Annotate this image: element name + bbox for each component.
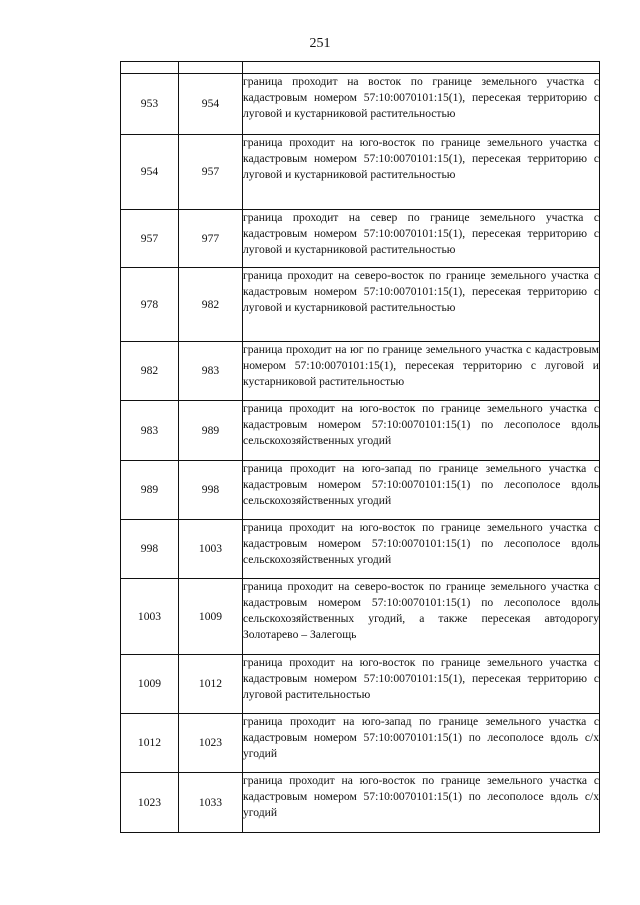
from-point-cell: 998 — [121, 520, 179, 579]
to-point-cell: 1009 — [179, 579, 243, 655]
to-point-cell: 957 — [179, 135, 243, 210]
from-point-cell: 1003 — [121, 579, 179, 655]
description-text: граница проходит на юго-восток по границе земельного участка с кадастровым номером 57:10:0070101:15(1) по лесополосе вдоль сельскохозяйственных угодий — [243, 402, 599, 447]
from-point-cell: 982 — [121, 342, 179, 401]
description-cell — [243, 773, 600, 833]
description-cell — [243, 579, 600, 655]
table-row — [121, 579, 600, 655]
description-cell — [243, 342, 600, 401]
to-point-cell: 954 — [179, 74, 243, 135]
to-point-cell: 982 — [179, 268, 243, 342]
description-text: граница проходит на север по границе земельного участка с кадастровым номером 57:10:0070101:15(1), пересекая территорию с луговой и кустарниковой растительностью — [243, 211, 599, 256]
description-cell — [243, 714, 600, 773]
table-row — [121, 210, 600, 268]
description-cell — [243, 461, 600, 520]
from-point-cell: 983 — [121, 401, 179, 461]
to-point-cell: 1003 — [179, 520, 243, 579]
from-point-cell: 1009 — [121, 655, 179, 714]
table-row — [121, 714, 600, 773]
table-row — [121, 401, 600, 461]
description-text: граница проходит на юго-восток по границе земельного участка с кадастровым номером 57:10:0070101:15(1), пересекая территорию с луговой и кустарниковой растительностью — [243, 136, 599, 181]
from-point-cell: 954 — [121, 135, 179, 210]
to-point-cell: 977 — [179, 210, 243, 268]
description-cell — [243, 268, 600, 342]
description-text: граница проходит на юг по границе земельного участка с кадастровым номером 57:10:0070101:15(1), пересекая территорию с луговой и кустарниковой растительностью — [243, 343, 599, 388]
table-header-row — [121, 62, 600, 74]
from-point-cell: 953 — [121, 74, 179, 135]
description-cell — [243, 210, 600, 268]
table-row — [121, 520, 600, 579]
description-cell — [243, 401, 600, 461]
page-number: 251 — [309, 36, 331, 51]
from-point-cell: 978 — [121, 268, 179, 342]
table-row — [121, 461, 600, 520]
table-row — [121, 773, 600, 833]
description-text: граница проходит на северо-восток по границе земельного участка с кадастровым номером 57:10:0070101:15(1) по лесополосе вдоль сельскохозяйственных угодий, а также пересекая автодорогу Золотарево – Залегощь — [243, 580, 599, 641]
description-text: граница проходит на юго-восток по границе земельного участка с кадастровым номером 57:10:0070101:15(1) по лесополосе вдоль сельскохозяйственных угодий — [243, 521, 599, 566]
to-point-cell: 983 — [179, 342, 243, 401]
to-point-cell: 998 — [179, 461, 243, 520]
description-cell — [243, 135, 600, 210]
from-point-cell: 957 — [121, 210, 179, 268]
description-cell — [243, 655, 600, 714]
table-row — [121, 135, 600, 210]
from-point-cell: 1023 — [121, 773, 179, 833]
boundary-table — [120, 61, 600, 833]
description-cell — [243, 520, 600, 579]
header-description-cell — [243, 62, 600, 74]
to-point-cell: 989 — [179, 401, 243, 461]
description-text: граница проходит на восток по границе земельного участка с кадастровым номером 57:10:0070101:15(1), пересекая территорию с луговой и кустарниковой растительностью — [243, 75, 599, 120]
from-point-cell: 1012 — [121, 714, 179, 773]
to-point-cell: 1012 — [179, 655, 243, 714]
header-to-cell — [179, 62, 243, 74]
description-text: граница проходит на юго-восток по границе земельного участка с кадастровым номером 57:10:0070101:15(1) по лесополосе вдоль с/х угодий — [243, 774, 599, 819]
description-text: граница проходит на юго-запад по границе земельного участка с кадастровым номером 57:10:0070101:15(1) по лесополосе вдоль с/х угодий — [243, 715, 599, 760]
description-text: граница проходит на юго-запад по границе земельного участка с кадастровым номером 57:10:0070101:15(1) по лесополосе вдоль сельскохозяйственных угодий — [243, 462, 599, 507]
table-row — [121, 655, 600, 714]
from-point-cell: 989 — [121, 461, 179, 520]
description-text: граница проходит на северо-восток по границе земельного участка с кадастровым номером 57:10:0070101:15(1), пересекая территорию с луговой и кустарниковой растительностью — [243, 269, 599, 314]
to-point-cell: 1023 — [179, 714, 243, 773]
table-row — [121, 268, 600, 342]
table-row — [121, 74, 600, 135]
to-point-cell: 1033 — [179, 773, 243, 833]
description-text: граница проходит на юго-восток по границе земельного участка с кадастровым номером 57:10:0070101:15(1), пересекая территорию с луговой растительностью — [243, 656, 599, 701]
table-row — [121, 342, 600, 401]
description-cell — [243, 74, 600, 135]
header-from-cell — [121, 62, 179, 74]
